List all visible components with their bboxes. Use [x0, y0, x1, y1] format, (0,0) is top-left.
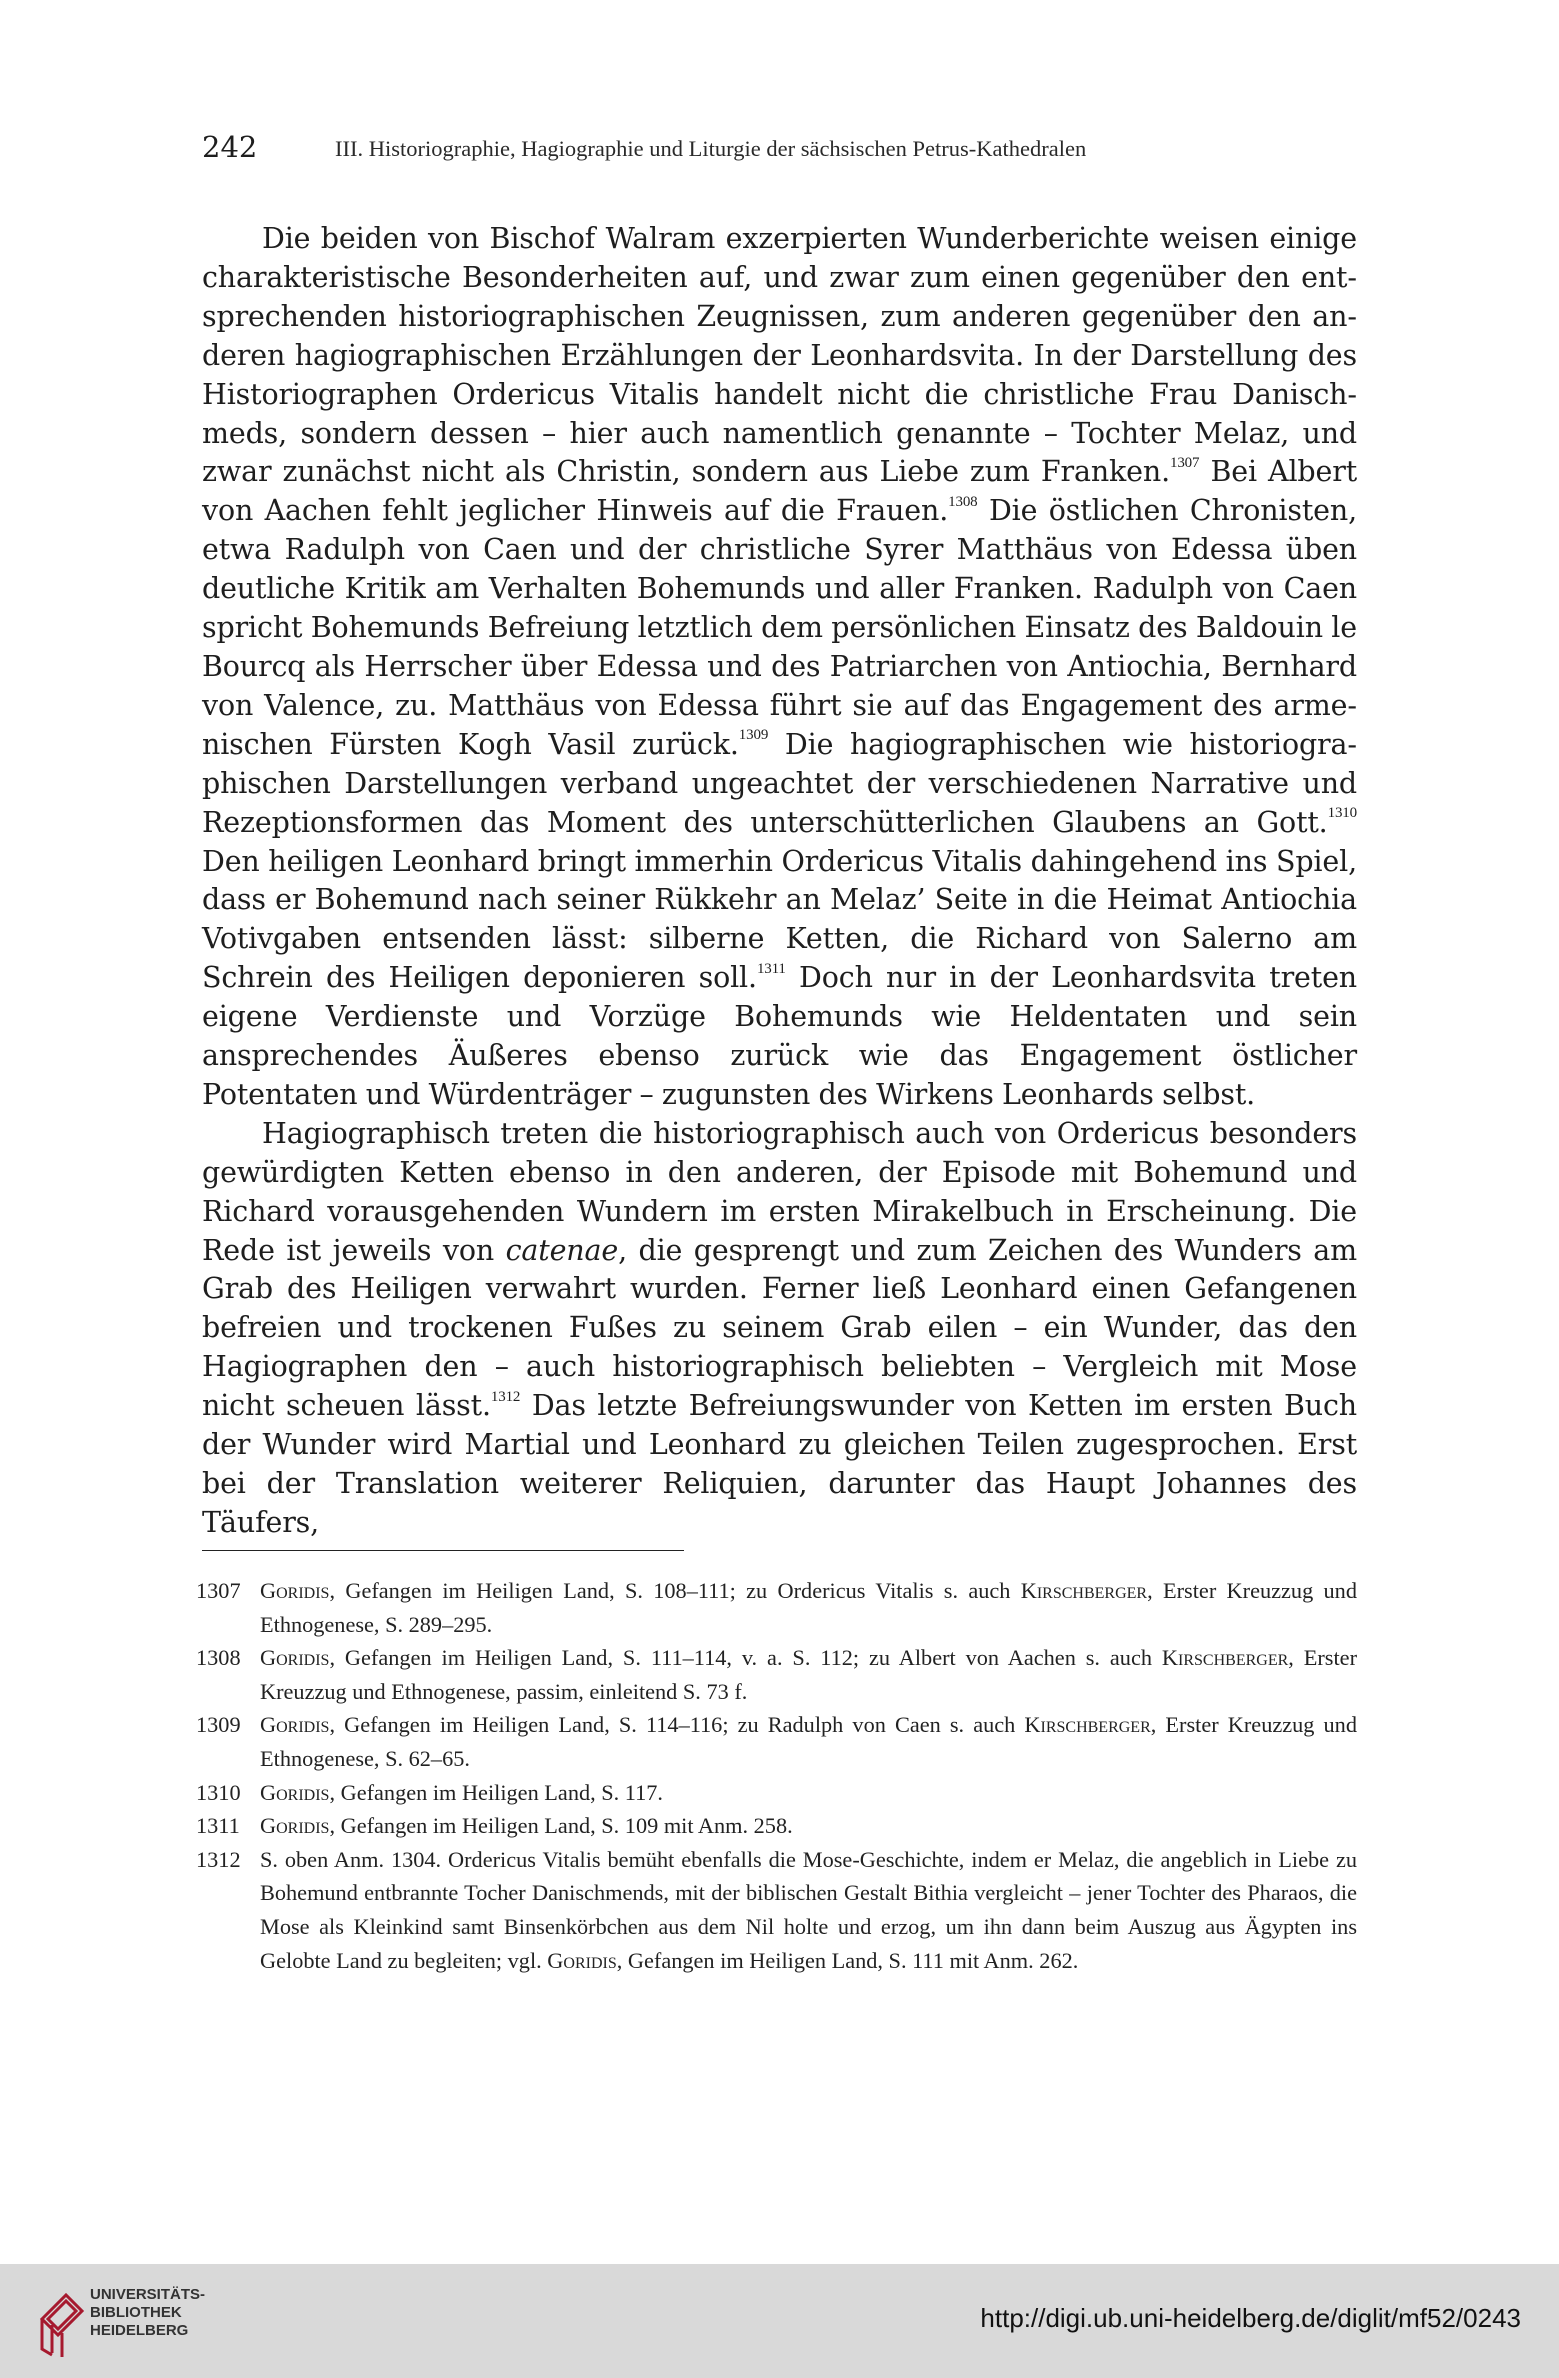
text-run: Die hagiographischen wie historiographischen Darstellungen verband ungeachtet der verschiedenen Narrative und Rezeptionsformen das Moment des unterschütterlichen Glaubens an Gott. [202, 727, 1357, 839]
text-run: , die gesprengt und zum Zeichen des Wunders am Grab des Heiligen verwahrt wurden. Ferner ließ Leonhard einen Gefangenen befreien und trockenen Fußes zu seinem Grab eilen – ein Wunder, das den Hagiographen den – auch historiographisch beliebten – Vergleich mit Mose nicht scheuen lässt. [202, 1233, 1358, 1423]
text-run: Das letzte Befreiungswunder von Ketten im ersten Buch der Wunder wird Martial und Leonhard zu gleichen Teilen zugesprochen. Erst bei der Translation weiterer Reliquien, darunter das Haupt Johannes des Täufers, [202, 1389, 1357, 1539]
footnote-text: , Gefangen im Heiligen Land, S. 111–114, v. a. S. 112; zu Albert von Aachen s. auch [329, 1645, 1162, 1671]
page-number: 242 [202, 130, 258, 164]
text-run: Die östlichen Chronisten, etwa Radulph von Caen und der christliche Syrer Matthäus von Edessa üben deutliche Kritik am Verhalten Bohemunds und aller Franken. Radulph von Caen spricht Bohemunds Befreiung letztlich dem persönlichen Einsatz des Baldouin le Bourcq als Herrscher über Edessa und des Patriarchen von Antiochia, Bernhard von Valence, zu. Matthäus von Edessa führt sie auf das Engagement des armenischen Fürsten Kogh Vasil zurück. [202, 494, 1357, 761]
footnote [196, 1708, 1357, 1775]
author-name: Goridis [260, 1578, 330, 1603]
footnote [196, 1809, 1357, 1843]
author-name: Goridis [260, 1779, 330, 1805]
text-run: Doch nur in der Leonhardsvita treten eigene Verdienste und Vorzüge Bohemunds wie Heldentaten und sein ansprechendes Äußeres ebenso zurück wie das Engagement östlicher Potentaten und Würdenträger – zugunsten des Wirkens Leonhards selbst. [202, 961, 1357, 1111]
footnote-text: , Gefangen im Heiligen Land, S. 111 mit Anm. 262. [616, 1947, 1079, 1973]
footnote-ref-1308[interactable]: 1308 [948, 493, 978, 510]
footnote-ref-1312[interactable]: 1312 [490, 1388, 521, 1405]
paragraph-1 [202, 220, 1357, 1115]
library-name-line: UNIVERSITÄTS- [90, 2286, 206, 2303]
author-name: Goridis [260, 1813, 330, 1839]
paragraph-2 [202, 1115, 1357, 1543]
author-name: Goridis [260, 1645, 330, 1671]
main-text [202, 220, 1357, 1543]
author-name: Kirschberger [1020, 1578, 1148, 1603]
footnote-text: S. oben Anm. 1304. Ordericus Vitalis bemüht ebenfalls die Mose-Geschichte, indem er Melaz, die angeblich in Liebe zu Bohemund entbrannte Tocher Danischmends, mit der biblischen Gestalt Bithia vergleicht – jener Tochter des Pharaos, die Mose als Kleinkind samt Binsenkörbchen aus dem Nil holte und erzog, um ihn dann beim Auszug aus Ägypten ins Gelobte Land zu begleiten; vgl. [260, 1846, 1357, 1973]
footnote-ref-1307[interactable]: 1307 [1169, 454, 1200, 471]
footnote-text: , Erster Kreuzzug und Ethnogenese, S. 62–65. [260, 1712, 1357, 1771]
footnote [196, 1776, 1357, 1810]
footnote [196, 1843, 1357, 1977]
author-name: Kirschberger [1161, 1645, 1289, 1671]
text-run: Bei Albert von Aachen fehlt jeglicher Hinweis auf die Frauen. [202, 455, 1358, 528]
footnote-text: , Erster Kreuzzug und Ethnogenese, passim, einleitend S. 73 f. [260, 1645, 1358, 1704]
text-run: Den heiligen Leonhard bringt immerhin Ordericus Vitalis dahingehend ins Spiel, dass er Bohemund nach seiner Rükkehr an Melaz’ Seite in die Heimat Antiochia Votivgaben entsenden lässt: silberne Ketten, die Richard von Salerno am Schrein des Heiligen deponieren soll. [202, 844, 1357, 995]
text-run: Die beiden von Bischof Walram exzerpierten Wunderberichte weisen einige charakteristische Besonderheiten auf, und zwar zum einen gegenüber den entsprechenden historiographischen Zeugnissen, zum anderen gegenüber den anderen hagiographischen Erzählungen der Leonhardsvita. In der Darstellung des Historiographen Ordericus Vitalis handelt nicht die christliche Frau Danischmeds, sondern dessen – hier auch namentlich genannte – Tochter Melaz, und zwar zunächst nicht als Christin, sondern aus Liebe zum Franken. [202, 222, 1357, 489]
footnote-ref-1310[interactable]: 1310 [1327, 805, 1357, 822]
italic-term: catenae [505, 1233, 619, 1267]
author-name: Goridis [260, 1712, 330, 1738]
footnote [196, 1641, 1357, 1708]
footnote-separator [202, 1550, 684, 1551]
footnote-number: 1308 [196, 1645, 241, 1671]
footnote-text: , Gefangen im Heiligen Land, S. 117. [329, 1779, 664, 1805]
library-name-line: HEIDELBERG [90, 2322, 189, 2339]
source-url-link[interactable]: http://digi.ub.uni-heidelberg.de/diglit/mf52/0243 [980, 2303, 1521, 2333]
footnote-number: 1310 [196, 1779, 241, 1805]
footnote-text: , Gefangen im Heiligen Land, S. 108–111; zu Ordericus Vitalis s. auch [329, 1578, 1021, 1603]
author-name: Goridis [547, 1947, 617, 1973]
footnote-text: , Gefangen im Heiligen Land, S. 109 mit Anm. 258. [329, 1813, 793, 1839]
library-name [90, 2286, 205, 2340]
footnote-number: 1311 [196, 1813, 240, 1839]
library-name-line: BIBLIOTHEK [90, 2304, 182, 2321]
footnote [196, 1574, 1357, 1641]
author-name: Kirschberger [1024, 1712, 1151, 1738]
footnote-number: 1312 [196, 1846, 241, 1872]
page-header [202, 130, 1357, 170]
footnote-ref-1311[interactable]: 1311 [756, 960, 786, 977]
footnote-ref-1309[interactable]: 1309 [738, 727, 769, 744]
footer-bar [0, 2264, 1559, 2378]
footnote-text: , Erster Kreuzzug und Ethnogenese, S. 289–295. [260, 1578, 1357, 1637]
footnotes [196, 1574, 1357, 1977]
footnote-number: 1309 [196, 1712, 241, 1738]
library-logo-icon[interactable] [38, 2279, 94, 2359]
text-run: Hagiographisch treten die historiographisch auch von Ordericus besonders gewürdigten Ketten ebenso in den anderen, der Episode mit Bohemund und Richard vorausgehenden Wundern im ersten Mirakelbuch in Erscheinung. Die Rede ist jeweils von [202, 1116, 1357, 1267]
footnote-number: 1307 [196, 1578, 241, 1603]
running-head: III. Historiographie, Hagiographie und Liturgie der sächsischen Petrus-Kathedralen [335, 136, 1087, 161]
footnote-text: , Gefangen im Heiligen Land, S. 114–116; zu Radulph von Caen s. auch [329, 1712, 1025, 1738]
